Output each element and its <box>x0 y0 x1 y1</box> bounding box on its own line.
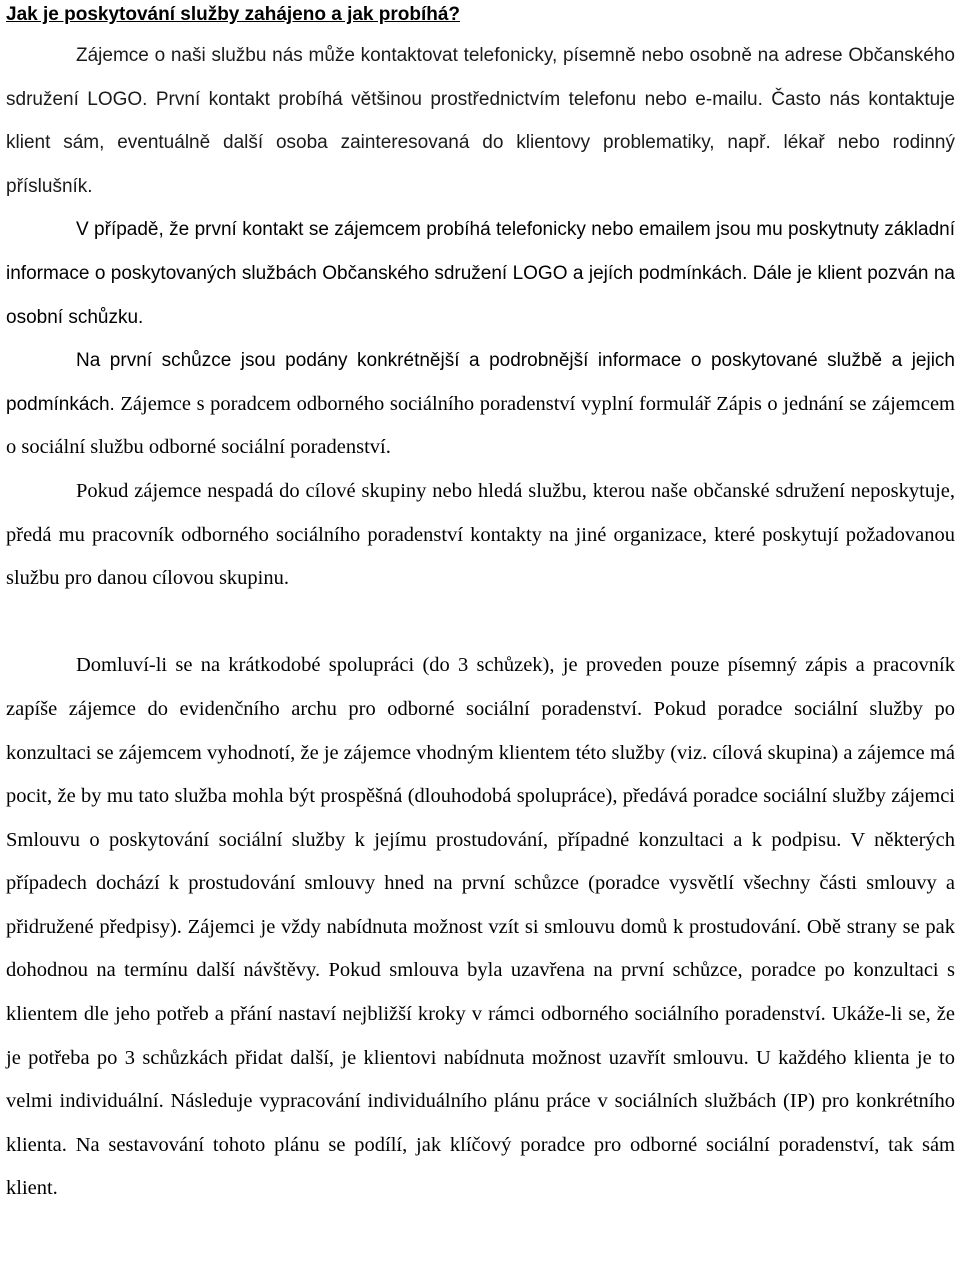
paragraph-phone-email-contact-text: V případě, že první kontakt se zájemcem probíhá telefonicky nebo emailem jsou mu poskytnuty základní informace o poskytovaných službách Občanského sdružení LOGO a jejích podmínkách. <box>6 219 955 284</box>
section-heading: Jak je poskytování služby zahájeno a jak probíhá? <box>6 4 461 25</box>
document-page <box>6 0 955 1211</box>
paragraph-first-contact: Zájemce o naši službu nás může kontaktovat telefonicky, písemně nebo osobně na adrese Občanského sdružení LOGO. První kontakt probíhá většinou prostřednictvím telefonu nebo e-mailu. Často nás kontaktuje klient sám, eventuálně další osoba zainteresovaná do klientovy problematiky, např. lékař nebo rodinný příslušník. <box>6 45 955 197</box>
paragraph-first-meeting <box>6 339 955 470</box>
paragraph-form-text: Zájemce s poradcem odborného sociálního poradenství vyplní formulář Zápis o jednání se zájemcem o sociální službu odborné sociální poradenství. <box>6 392 955 459</box>
paragraph-spacer <box>6 601 955 645</box>
paragraph-phone-email-contact <box>6 208 955 339</box>
paragraph-cooperation: Domluví-li se na krátkodobé spolupráci (do 3 schůzek), je proveden pouze písemný zápis a pracovník zapíše zájemce do evidenčního archu pro odborné sociální poradenství. Pokud poradce sociální služby po konzultaci se zájemcem vyhodnotí, že je zájemce vhodným klientem této služby (viz. cílová skupina) a zájemce má pocit, že by mu tato služba mohla být prospěšná (dlouhodobá spolupráce), předává poradce sociální služby zájemci Smlouvu o poskytování sociální služby k jejímu prostudování, případné konzultaci a k podpisu. V některých případech dochází k prostudování smlouvy hned na první schůzce (poradce vysvětlí všechny části smlouvy a přidružené předpisy). Zájemci je vždy nabídnuta možnost vzít si smlouvu domů k prostudování. Obě strany se pak dohodnou na termínu další návštěvy. Pokud smlouva byla uzavřena na první schůzce, poradce po konzultaci s klientem dle jeho potřeb a přání nastaví nejbližší kroky v rámci odborného sociálního poradenství. Ukáže-li se, že je potřeba po 3 schůzkách přidat další, je klientovi nabídnuta možnost uzavřít smlouvu. U každého klienta je to velmi individuální. Následuje vypracování individuálního plánu práce v sociálních službách (IP) pro konkrétního klienta. Na sestavování tohoto plánu se podílí, jak klíčový poradce pro odborné sociální poradenství, tak sám klient. <box>6 654 955 1200</box>
paragraph-target-group: Pokud zájemce nespadá do cílové skupiny nebo hledá službu, kterou naše občanské sdružení neposkytuje, předá mu pracovník odborného sociálního poradenství kontakty na jiné organizace, které poskytují požadovanou službu pro danou cílovou skupinu. <box>6 479 955 590</box>
paragraph-invitation-text: Dále je klient pozván na osobní schůzku. <box>6 262 955 328</box>
paragraph-first-meeting-text: Na první schůzce jsou podány konkrétnější a podrobnější informace o poskytované službě a jejich podmínkách. <box>6 350 955 415</box>
